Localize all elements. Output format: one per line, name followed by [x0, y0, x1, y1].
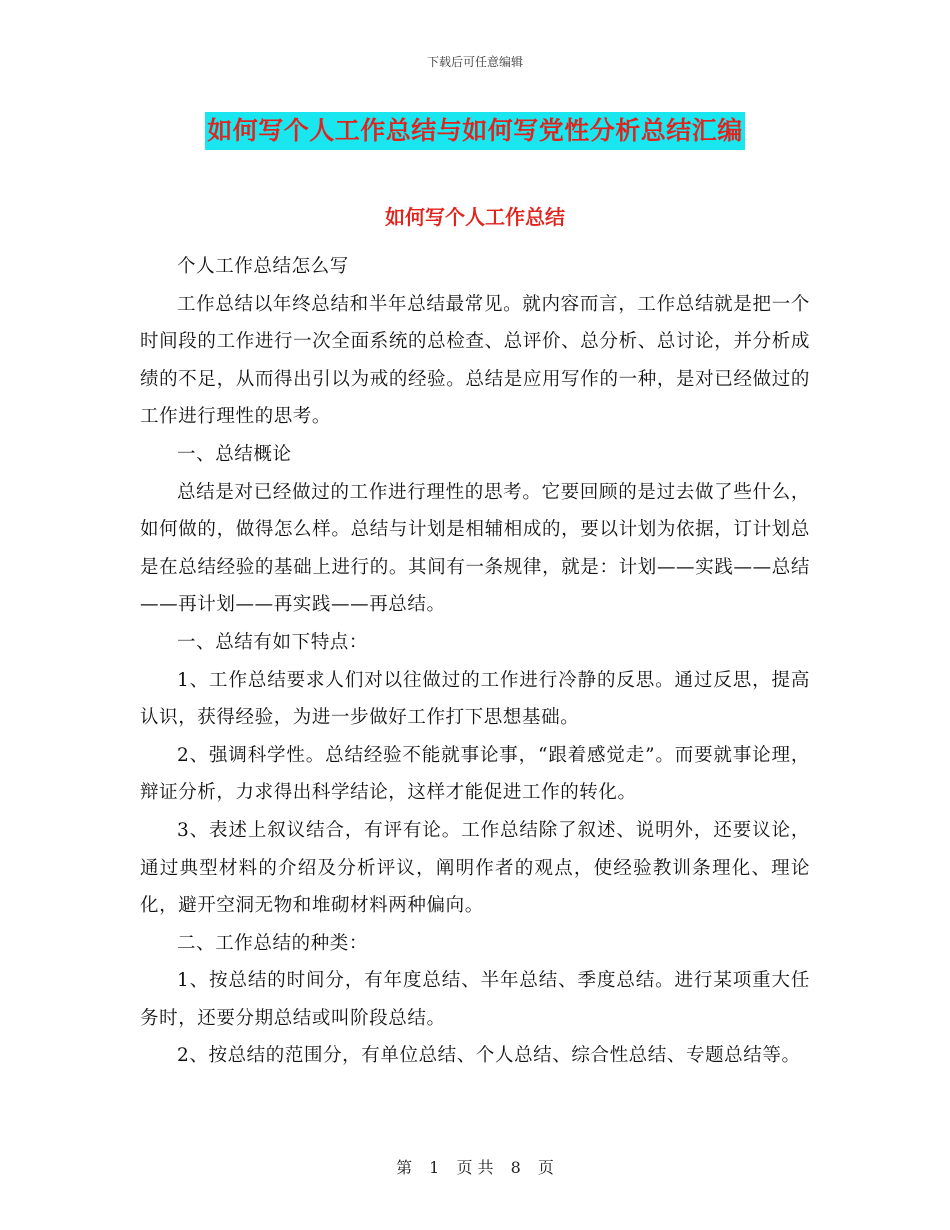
- footer-suffix: 页: [537, 1158, 554, 1177]
- paragraph: 工作总结以年终总结和半年总结最常见。就内容而言，工作总结就是把一个时间段的工作进行一次全面系统的总检查、总评价、总分析、总讨论，并分析成绩的不足，从而得出引以为戒的经验。总结是应用写作的一种，是对已经做过的工作进行理性的思考。: [140, 293, 810, 428]
- section-title: 如何写个人工作总结: [385, 205, 565, 229]
- paragraph: 个人工作总结怎么写: [177, 256, 349, 277]
- main-title-wrap: [0, 112, 950, 150]
- footer-total-pages: 8: [510, 1158, 521, 1177]
- paragraph: 1、按总结的时间分，有年度总结、半年总结、季度总结。进行某项重大任务时，还要分期总结或叫阶段总结。: [140, 970, 810, 1029]
- paragraph: 3、表述上叙议结合，有评有论。工作总结除了叙述、说明外，还要议论，通过典型材料的介绍及分析评议，阐明作者的观点，使经验教训条理化、理论化，避开空洞无物和堆砌材料两种偏向。: [140, 819, 810, 917]
- paragraph: 一、总结概论: [177, 443, 292, 465]
- footer-page-number: 1: [429, 1158, 440, 1177]
- paragraph: 1、工作总结要求人们对以往做过的工作进行冷静的反思。通过反思，提高认识，获得经验，为进一步做好工作打下思想基础。: [140, 669, 810, 729]
- footer-prefix: 第: [396, 1158, 413, 1177]
- footer-mid: 页 共: [456, 1158, 494, 1177]
- paragraph: 一、总结有如下特点：: [177, 631, 369, 653]
- paragraph: 2、强调科学性。总结经验不能就事论事，“跟着感觉走”。而要就事论理，辩证分析，力求得出科学结论，这样才能促进工作的转化。: [140, 744, 810, 804]
- paragraph: 2、按总结的范围分，有单位总结、个人总结、综合性总结、专题总结等。: [177, 1045, 801, 1067]
- header-note: 下载后可任意编辑: [426, 55, 523, 69]
- document-body: [140, 248, 810, 1075]
- paragraph: 二、工作总结的种类：: [177, 932, 369, 954]
- paragraph: 总结是对已经做过的工作进行理性的思考。它要回顾的是过去做了些什么，如何做的，做得怎么样。总结与计划是相辅相成的，要以计划为依据，订计划总是在总结经验的基础上进行的。其间有一条规律，就是：计划——实践——总结——再计划——再实践——再总结。: [140, 481, 810, 616]
- page-footer: [0, 1155, 950, 1178]
- main-title: 如何写个人工作总结与如何写党性分析总结汇编: [205, 112, 745, 150]
